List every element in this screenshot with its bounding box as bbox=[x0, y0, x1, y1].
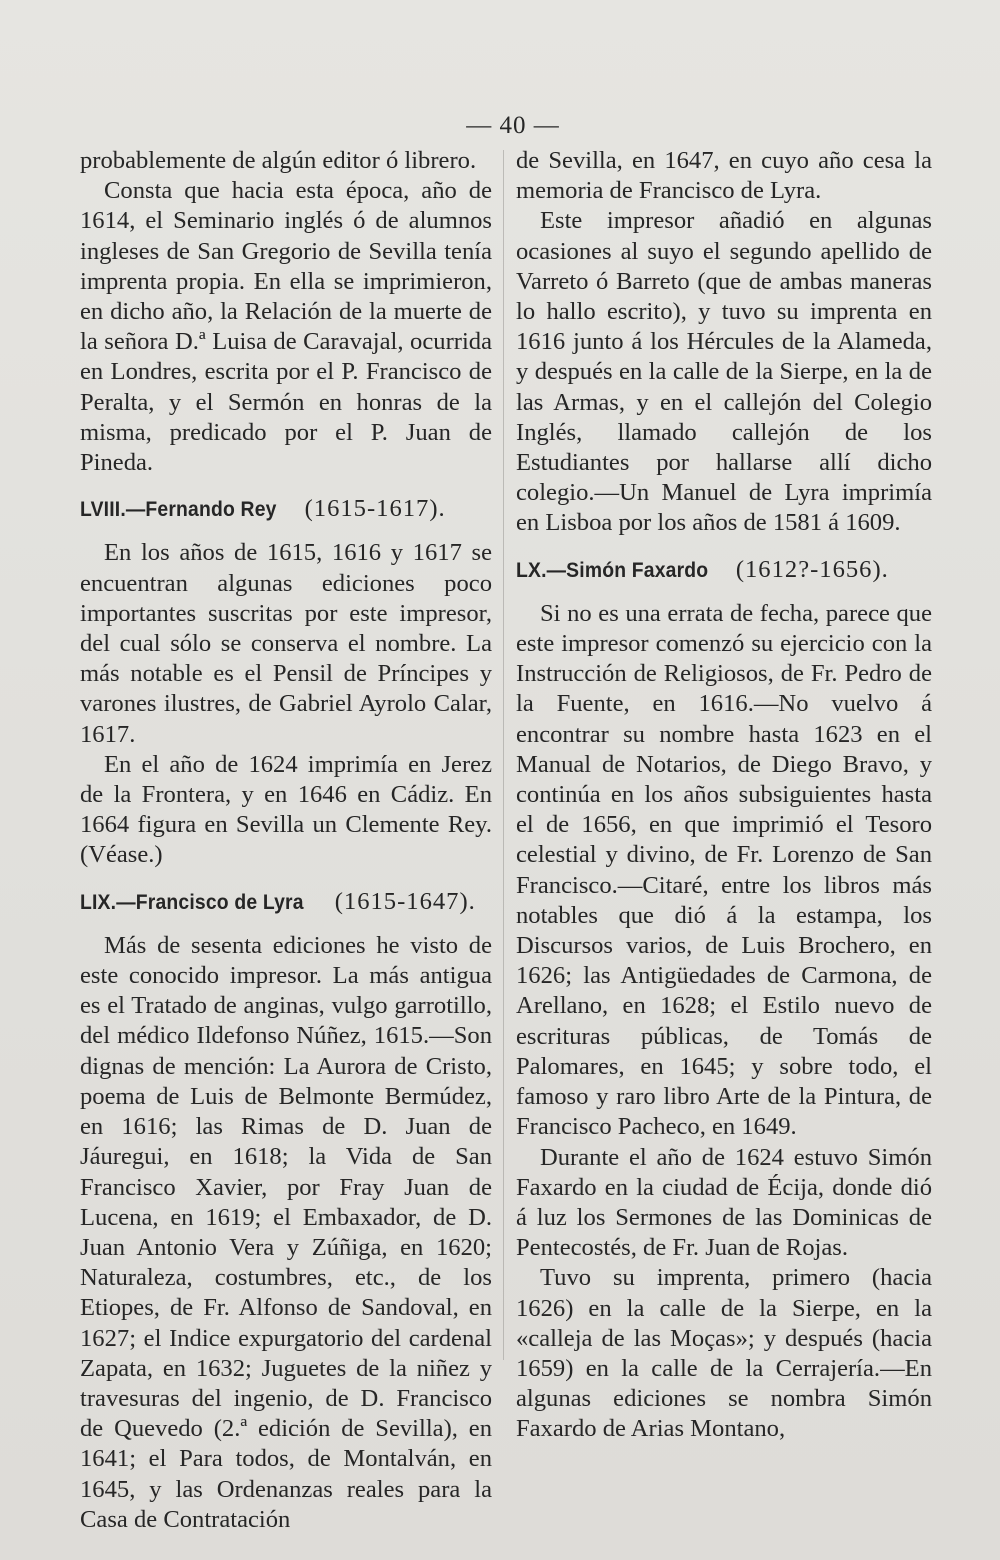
paragraph: En los años de 1615, 1616 y 1617 se encuentran algunas ediciones poco importantes suscritas por este impresor, del cual sólo se conserva el nombre. La más notable es el Pensil de Príncipes y varones ilustres, de Gabriel Ayrolo Calar, 1617. bbox=[80, 539, 492, 748]
left-column bbox=[80, 146, 492, 1535]
paragraph: Si no es una errata de fecha, parece que este impresor comenzó su ejercicio con la Instrucción de Religiosos, de Fr. Pedro de la Fuente, en 1616.—No vuelvo á encontrar su nombre hasta 1623 en el Manual de Notarios, de Diego Bravo, y continúa en los años subsiguientes hasta el de 1656, en que imprimió el Tesoro celestial y divino, de Fr. Lorenzo de San Francisco.—Citaré, entre los libros más notables que dió á la estampa, los Discursos varios, de Luis Brochero, en 1626; las Antigüedades de Carmona, de Arellano, en 1628; el Estilo nuevo de escrituras públicas, de Tomás de Palomares, en 1645; y sobre todo, el famoso y raro libro Arte de la Pintura, de Francisco Pacheco, en 1649. bbox=[516, 599, 932, 1141]
paragraph: probablemente de algún editor ó librero. bbox=[80, 147, 477, 174]
paragraph: Más de sesenta ediciones he visto de este conocido impresor. La más antigua es el Tratado de anginas, vulgo garrotillo, del médico Ildefonso Núñez, 1615.—Son dignas de mención: La Aurora de Cristo, poema de Luis de Belmonte Bermúdez, en 1616; las Rimas de D. Juan de Jáuregui, en 1618; la Vida de San Francisco Xavier, por Fray Juan de Lucena, en 1619; el Embaxador, de D. Juan Antonio Vera y Zúñiga, en 1620; Naturaleza, costumbres, etc., de los Etiopes, de Fr. Alfonso de Sandoval, en 1627; el Indice expurgatorio del cardenal Zapata, en 1632; Juguetes de la niñez y travesuras del ingenio, de D. Francisco de Quevedo (2.ª edición de Sevilla), en 1641; el Para todos, de Montalván, en 1645, y las Ordenanzas reales para la Casa de Contratación bbox=[80, 931, 492, 1533]
section-heading: LVIII.—Fernando Rey (1615-1617). bbox=[80, 495, 446, 523]
paragraph: Este impresor añadió en algunas ocasiones al suyo el segundo apellido de Varreto ó Barreto (que de ambas maneras lo hallo escrito), y tuvo su imprenta en 1616 junto á los Hércules de la Alameda, y después en la calle de la Sierpe, en la de las Armas, y en el callejón del Colegio Inglés, llamado callejón de los Estudiantes por hallarse allí dicho colegio.—Un Manuel de Lyra imprimía en Lisboa por los años de 1581 á 1609. bbox=[516, 207, 932, 537]
section-heading: LX.—Simón Faxardo (1612?-1656). bbox=[516, 555, 889, 583]
paragraph: Consta que hacia esta época, año de 1614, el Seminario inglés ó de alumnos ingleses de San Gregorio de Sevilla tenía imprenta propia. En ella se imprimieron, en dicho año, la Relación de la muerte de la señora D.ª Luisa de Caravajal, ocurrida en Londres, escrita por el P. Francisco de Peralta, y el Sermón en honras de la misma, predicado por el P. Juan de Pineda. bbox=[80, 177, 492, 477]
paragraph: En el año de 1624 imprimía en Jerez de la Frontera, y en 1646 en Cádiz. En 1664 figura en Sevilla un Clemente Rey. (Véase.) bbox=[80, 750, 492, 869]
section-heading: LIX.—Francisco de Lyra (1615-1647). bbox=[80, 887, 476, 915]
paragraph: Tuvo su imprenta, primero (hacia 1626) en la calle de la Sierpe, en la «calleja de las Moças»; y después (hacia 1659) en la calle de la Cerrajería.—En algunas ediciones se nombra Simón Faxardo de Arias Montano, bbox=[516, 1264, 932, 1443]
page-number: — 40 — bbox=[466, 112, 560, 139]
paragraph: de Sevilla, en 1647, en cuyo año cesa la memoria de Francisco de Lyra. bbox=[516, 147, 932, 205]
column-divider bbox=[503, 150, 504, 1360]
right-column bbox=[516, 146, 932, 1445]
paragraph: Durante el año de 1624 estuvo Simón Faxardo en la ciudad de Écija, donde dió á luz los Sermones de las Dominicas de Pentecostés, de Fr. Juan de Rojas. bbox=[516, 1143, 932, 1262]
